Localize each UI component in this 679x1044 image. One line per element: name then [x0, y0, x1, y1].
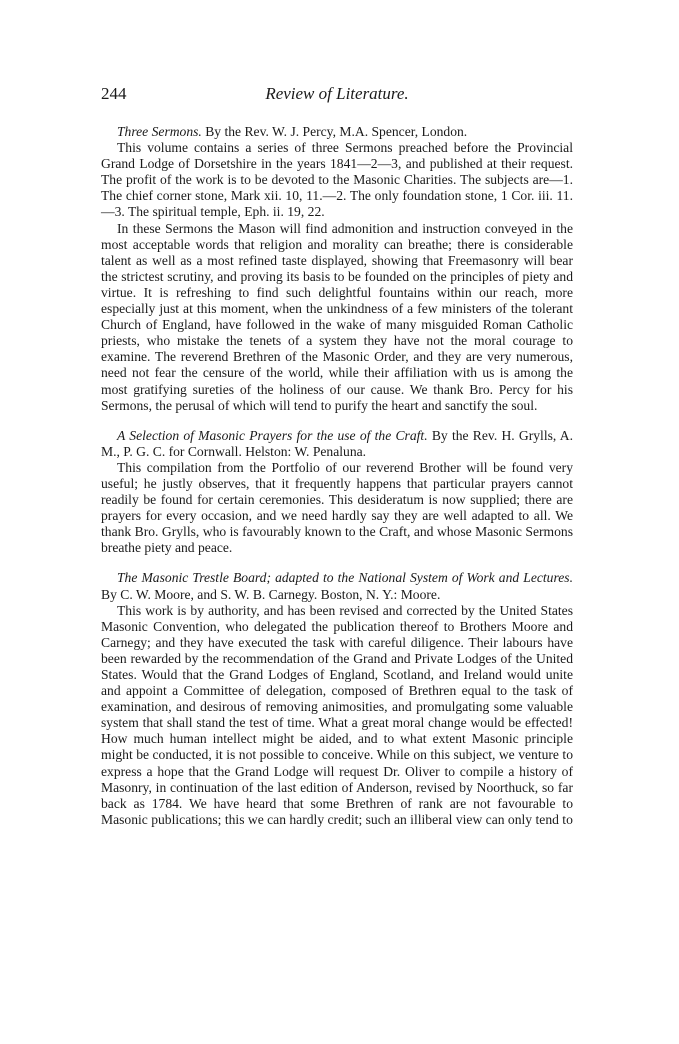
review-entry-three-sermons [101, 124, 573, 414]
page-number: 244 [101, 84, 127, 103]
review-paragraph: This work is by authority, and has been revised and corrected by the United States Masonic Convention, who delegated the publication thereof to Brothers Moore and Carnegy; and they have executed the task with careful diligence. Their labours have been rewarded by the recommendation of the Grand and Private Lodges of the United States. Would that the Grand Lodges of England, Scotland, and Ireland would unite and appoint a Committee of delegation, composed of Brethren equal to the task of examination, and desirous of removing animosities, and promulgating some valuable system that shall stand the test of time. What a great moral change would be effected! How much human intellect might be aided, and to what extent Masonic principle might be conducted, it is not possible to conceive. While on this subject, we venture to express a hope that the Grand Lodge will request Dr. Oliver to compile a history of Masonry, in continuation of the last edition of Anderson, revised by Noorthuck, so far back as 1784. We have heard that some Brethren of rank are not favourable to Masonic publications; this we can hardly credit; such an illiberal view can only tend to [101, 602, 573, 827]
review-entry-trestle-board [101, 570, 573, 828]
byline: By the Rev. H. Grylls, A. M., P. G. C. for Cornwall. Helston: W. Penaluna. [101, 427, 574, 459]
review-heading [101, 570, 573, 602]
review-heading [101, 428, 573, 460]
review-entry-masonic-prayers [101, 428, 573, 557]
byline: By the Rev. W. J. Percy, M.A. Spencer, London. [201, 124, 468, 139]
running-title: Review of Literature. [265, 84, 409, 103]
review-paragraph: In these Sermons the Mason will find admonition and instruction conveyed in the most acceptable words that religion and morality can breathe; there is considerable talent as well as a most refined taste displayed, showing that Freemasonry will bear the strictest scrutiny, and proving its basis to be founded on the principles of piety and virtue. It is refreshing to find such delightful fountains within our reach, more especially just at this moment, when the unkindness of a few ministers of the tolerant Church of England, have followed in the wake of many misguided Roman Catholic priests, who mistake the tenets of a system they have not the moral courage to examine. The reverend Brethren of the Masonic Order, and they are very numerous, need not fear the censure of the world, while their affiliation with us is among the most gratifying sureties of the holiness of our cause. We thank Bro. Percy for his Sermons, the perusal of which will tend to purify the heart and sanctify the soul. [101, 220, 573, 413]
byline: By C. W. Moore, and S. W. B. Carnegy. Boston, N. Y.: Moore. [101, 586, 441, 602]
work-title: A Selection of Masonic Prayers for the use of the Craft. [117, 427, 428, 443]
work-title: Three Sermons. [117, 124, 202, 139]
book-page [101, 86, 573, 842]
review-heading [101, 124, 573, 140]
review-paragraph: This compilation from the Portfolio of our reverend Brother will be found very useful; he justly observes, that it frequently happens that particular prayers cannot readily be found for certain ceremonies. This desideratum is now supplied; there are prayers for every occasion, and we need hardly say they are well adapted to all. We thank Bro. Grylls, who is favourably known to the Craft, and whose Masonic Sermons breathe piety and peace. [101, 459, 573, 556]
running-head [101, 86, 573, 108]
review-paragraph: This volume contains a series of three Sermons preached before the Provincial Grand Lodge of Dorsetshire in the years 1841—2—3, and published at their request. The profit of the work is to be devoted to the Masonic Charities. The subjects are—1. The chief corner stone, Mark xii. 10, 11.—2. The only foundation stone, 1 Cor. iii. 11.—3. The spiritual temple, Eph. ii. 19, 22. [101, 140, 573, 220]
work-title: The Masonic Trestle Board; adapted to the National System of Work and Lectures. [117, 570, 573, 586]
